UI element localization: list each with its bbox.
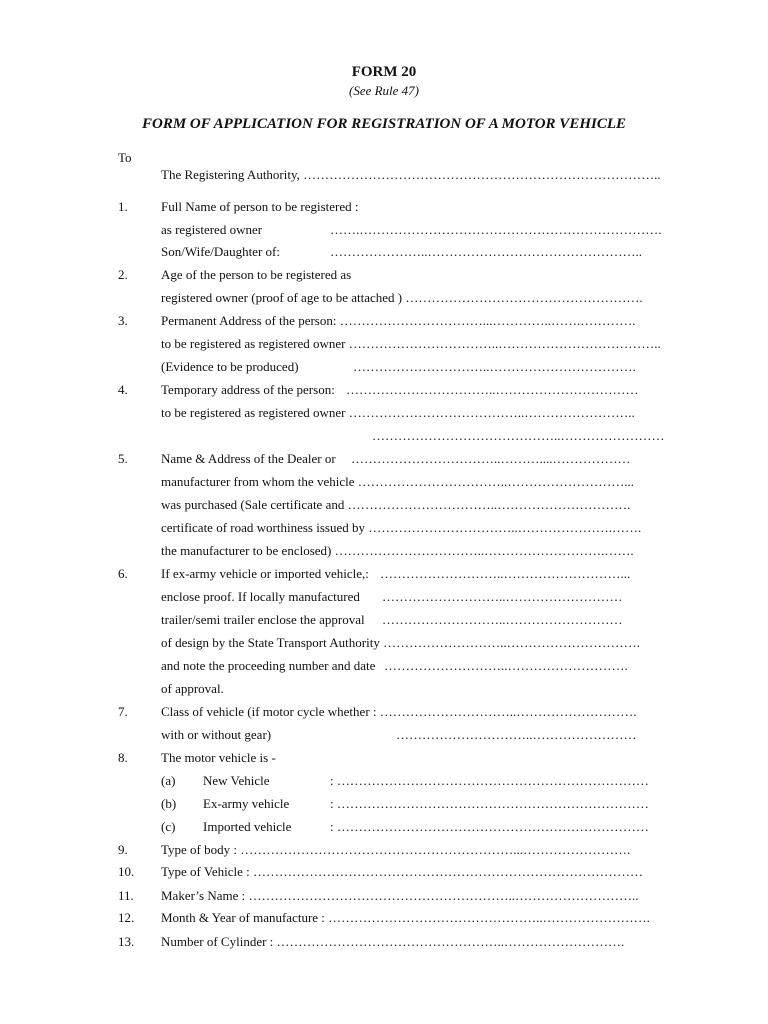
new-vehicle-label: New Vehicle	[203, 773, 270, 788]
item-number: 12.	[118, 910, 135, 925]
item-number: 7.	[118, 704, 128, 719]
ex-army-vehicle-field[interactable]: : ………………………………………………………………	[330, 796, 649, 811]
manufacture-date-field[interactable]: Month & Year of manufacture : …………………………………………..…………………….	[161, 910, 650, 925]
dealer-field[interactable]: was purchased (Sale certificate and ……………………………..………………………….	[161, 497, 631, 512]
item-number: 11.	[118, 888, 134, 903]
form-title: FORM 20	[351, 64, 417, 80]
registered-owner-field[interactable]: …….…………………………………………………………….	[330, 222, 662, 237]
permanent-address-field[interactable]: to be registered as registered owner ……………………………..………………………………..	[161, 336, 661, 351]
design-approval-field[interactable]: of design by the State Transport Authority ………………………..………………………….	[161, 635, 640, 650]
item-number: 10.	[118, 864, 135, 879]
to-label: To	[118, 150, 132, 165]
temporary-address-field[interactable]: to be registered as registered owner …………………………………..……………………..	[161, 405, 635, 420]
trailer-approval-field[interactable]: ………………………..………………………	[382, 612, 623, 627]
cylinder-count-field[interactable]: Number of Cylinder : ……………………………………………..……………………….	[161, 934, 625, 949]
evidence-label: (Evidence to be produced)	[161, 359, 299, 374]
ex-army-label: If ex-army vehicle or imported vehicle,:	[161, 566, 369, 581]
local-manufacture-field[interactable]: ………………………..………………………	[382, 589, 623, 604]
body-type-field[interactable]: Type of body : ………………………………………………………...…………………….	[161, 842, 631, 857]
dealer-field[interactable]: ……………………………..………....………………	[351, 451, 631, 466]
gear-field[interactable]: …………………………..……………………	[396, 727, 637, 742]
vehicle-class-field[interactable]: Class of vehicle (if motor cycle whether : …………………………..……………………….	[161, 704, 637, 719]
proceeding-label: and note the proceeding number and date	[161, 658, 376, 673]
dealer-label: Name & Address of the Dealer or	[161, 451, 336, 466]
motor-vehicle-label: The motor vehicle is -	[161, 750, 276, 765]
new-vehicle-field[interactable]: : ………………………………………………………………	[330, 773, 649, 788]
dealer-field[interactable]: manufacturer from whom the vehicle ……………………………..………………………...	[161, 474, 634, 489]
age-label: Age of the person to be registered as	[161, 267, 352, 282]
option-label: (b)	[161, 796, 177, 811]
imported-vehicle-field[interactable]: : ………………………………………………………………	[330, 819, 649, 834]
item-number: 13.	[118, 934, 135, 949]
form-subtitle: (See Rule 47)	[348, 83, 420, 98]
trailer-approval-label: trailer/semi trailer enclose the approval	[161, 612, 365, 627]
item-number: 5.	[118, 451, 128, 466]
item-number: 3.	[118, 313, 128, 328]
option-label: (a)	[161, 773, 176, 788]
item-number: 6.	[118, 566, 128, 581]
registered-owner-label: as registered owner	[161, 222, 263, 237]
registering-authority-field[interactable]: The Registering Authority, ………………………………………………………………………..	[161, 167, 661, 182]
item-number: 8.	[118, 750, 128, 765]
maker-name-field[interactable]: Maker’s Name : ……………………………………………………..………………………..	[161, 888, 639, 903]
temporary-address-field[interactable]: ……………………………..……………………………	[346, 382, 639, 397]
full-name-label: Full Name of person to be registered :	[161, 199, 359, 214]
relation-label: Son/Wife/Daughter of:	[161, 244, 280, 259]
approval-label: of approval.	[161, 681, 224, 696]
gear-label: with or without gear)	[161, 727, 272, 742]
item-number: 2.	[118, 267, 128, 282]
form-heading: FORM OF APPLICATION FOR REGISTRATION OF A MOTOR VEHICLE	[141, 116, 626, 132]
item-number: 9.	[118, 842, 128, 857]
ex-army-vehicle-label: Ex-army vehicle	[203, 796, 290, 811]
item-number: 1.	[118, 199, 128, 214]
local-manufacture-label: enclose proof. If locally manufactured	[161, 589, 360, 604]
item-number: 4.	[118, 382, 128, 397]
age-field[interactable]: registered owner (proof of age to be attached ) ……………………………………………….	[161, 290, 643, 305]
permanent-address-field[interactable]: Permanent Address of the person: ……………………………...…………..…….………….	[161, 313, 636, 328]
temporary-address-label: Temporary address of the person:	[161, 382, 335, 397]
temporary-address-field[interactable]: ……………………………………..……………………	[372, 428, 665, 443]
relation-field[interactable]: …………………..…………………………………………..	[330, 244, 642, 259]
ex-army-field[interactable]: ………………………..………………………...	[380, 566, 631, 581]
vehicle-type-field[interactable]: Type of Vehicle : ………………………………………………………………………………	[161, 864, 643, 879]
dealer-field[interactable]: the manufacturer to be enclosed) ……………………………..……………………….…….	[161, 543, 634, 558]
evidence-field[interactable]: …………………………..…………………………….	[353, 359, 636, 374]
proceeding-field[interactable]: ………………………..……………………….	[384, 658, 628, 673]
dealer-field[interactable]: certificate of road worthiness issued by ……………………………..………………….…….	[161, 520, 642, 535]
option-label: (c)	[161, 819, 176, 834]
imported-vehicle-label: Imported vehicle	[203, 819, 292, 834]
